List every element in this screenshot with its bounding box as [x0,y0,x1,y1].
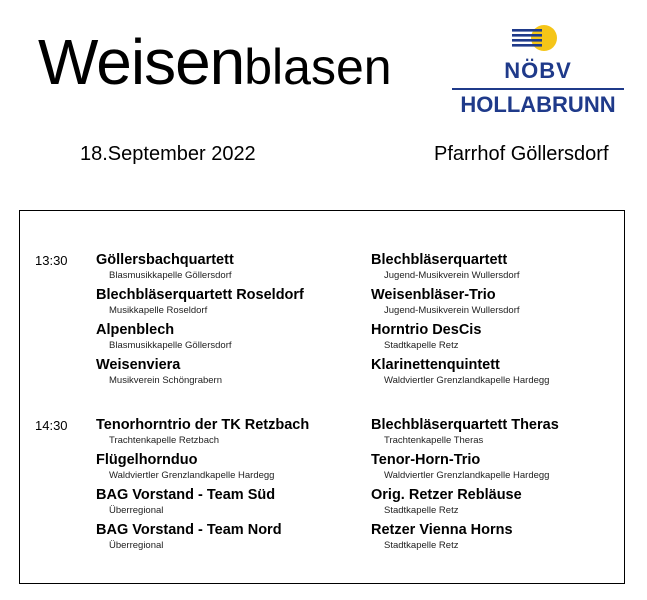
ensemble-organization: Trachtenkapelle Retzbach [109,435,220,446]
schedule-entry [371,452,549,481]
event-title-part2: blasen [244,39,392,95]
schedule-entry [96,522,282,551]
ensemble-organization: Stadtkapelle Retz [384,340,459,351]
sun-stripes-logo-icon [510,24,560,54]
ensemble-name: Tenor-Horn-Trio [371,452,481,468]
ensemble-organization: Überregional [109,540,164,551]
noebv-logo [452,18,624,118]
ensemble-organization: Trachtenkapelle Theras [384,435,484,446]
schedule-entry [371,357,549,386]
time-slot: 13:30 [35,253,68,268]
event-title-part1: Weisen [38,26,245,98]
schedule-entry [96,322,232,351]
schedule-entry [96,417,309,446]
ensemble-name: Horntrio DesCis [371,322,482,338]
ensemble-organization: Jugend-Musikverein Wullersdorf [384,305,520,316]
ensemble-organization: Stadtkapelle Retz [384,540,459,551]
event-title [38,26,392,98]
schedule-entry [371,522,513,551]
ensemble-organization: Musikkapelle Roseldorf [109,305,208,316]
ensemble-name: BAG Vorstand - Team Nord [96,522,282,538]
ensemble-organization: Stadtkapelle Retz [384,505,459,516]
ensemble-name: Blechbläserquartett [371,252,508,268]
ensemble-name: Weisenbläser-Trio [371,287,496,303]
schedule-entry [371,322,481,351]
ensemble-name: BAG Vorstand - Team Süd [96,487,276,503]
schedule-entry [371,487,522,516]
schedule-entry [371,252,520,281]
event-location: Pfarrhof Göllersdorf [434,143,609,165]
ensemble-name: Klarinettenquintett [371,357,500,373]
ensemble-name: Weisenviera [96,357,181,373]
ensemble-name: Alpenblech [96,322,175,338]
ensemble-organization: Waldviertler Grenzlandkapelle Hardegg [384,375,550,386]
schedule-entry [371,417,559,446]
ensemble-name: Flügelhornduo [96,452,198,468]
ensemble-organization: Blasmusikkapelle Göllersdorf [109,270,232,281]
schedule-entry [96,452,274,481]
ensemble-organization: Überregional [109,505,164,516]
ensemble-organization: Jugend-Musikverein Wullersdorf [384,270,520,281]
ensemble-name: Göllersbachquartett [96,252,234,268]
logo-text-noebv: NÖBV [504,58,572,83]
event-date: 18.September 2022 [80,143,256,165]
schedule-entry [96,487,275,516]
ensemble-name: Blechbläserquartett Roseldorf [96,287,304,303]
time-slot: 14:30 [35,418,68,433]
ensemble-organization: Musikverein Schöngrabern [109,375,223,386]
schedule-entry [96,287,304,316]
ensemble-organization: Waldviertler Grenzlandkapelle Hardegg [384,470,550,481]
ensemble-organization: Blasmusikkapelle Göllersdorf [109,340,232,351]
ensemble-name: Tenorhorntrio der TK Retzbach [96,417,310,433]
logo-divider [452,88,624,90]
schedule-entry [96,357,222,386]
ensemble-name: Orig. Retzer Rebläuse [371,487,522,503]
ensemble-name: Blechbläserquartett Theras [371,417,559,433]
ensemble-organization: Waldviertler Grenzlandkapelle Hardegg [109,470,275,481]
logo-text-hollabrunn: HOLLABRUNN [460,92,616,117]
schedule-entry [96,252,234,281]
ensemble-name: Retzer Vienna Horns [371,522,513,538]
schedule-entry [371,287,520,316]
